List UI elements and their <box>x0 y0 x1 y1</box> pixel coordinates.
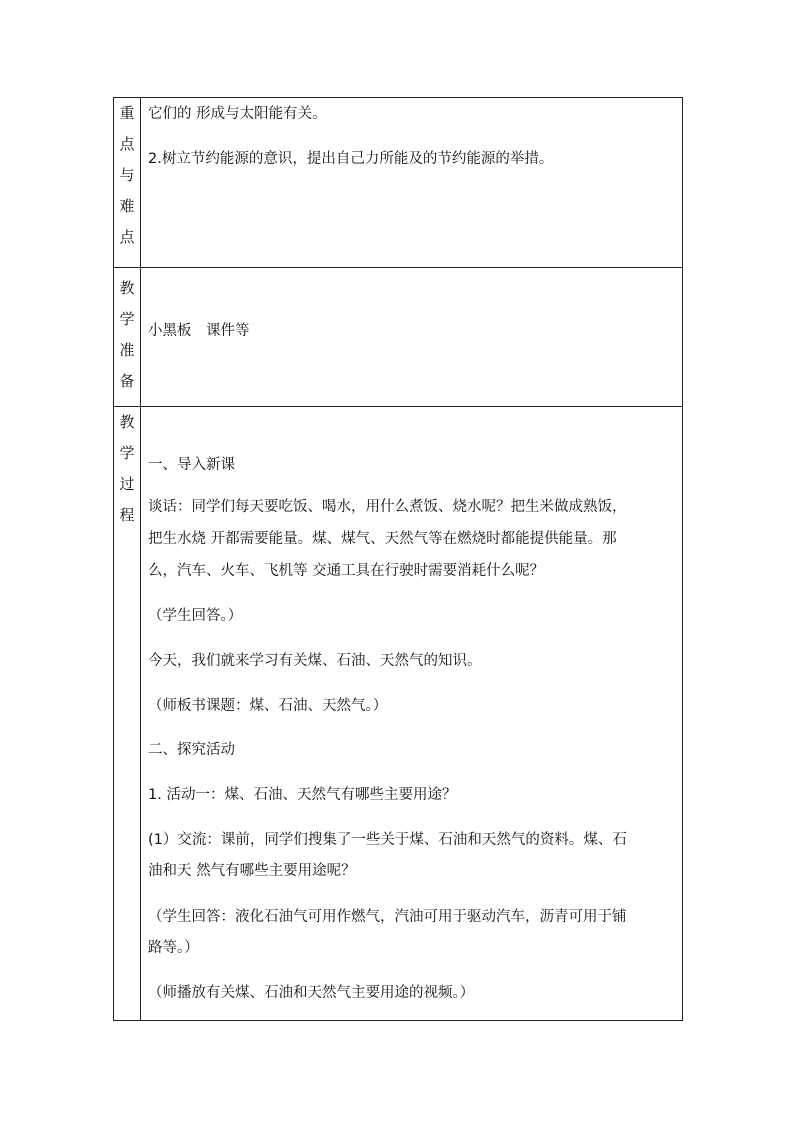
text-line: (1）交流：课前，同学们搜集了一些关于煤、石油和天然气的资料。煤、石 <box>148 832 627 848</box>
label-char: 点 <box>119 228 135 246</box>
text-line: （学生回答。） <box>148 608 243 624</box>
label-char: 准 <box>119 341 135 359</box>
label-char: 学 <box>119 310 135 328</box>
label-char: 备 <box>119 372 135 390</box>
row-process <box>114 407 682 1021</box>
row-preparation <box>114 268 682 407</box>
label-char: 点 <box>119 135 135 153</box>
text-line: 路等。） <box>148 940 199 956</box>
row-label-key-points <box>114 98 141 267</box>
row-key-points <box>114 98 682 268</box>
text-line: 小黑板 课件等 <box>148 323 250 339</box>
text-line: 它们的 形成与太阳能有关。 <box>148 106 327 122</box>
label-char: 教 <box>119 279 135 297</box>
text-line: 油和天 然气有哪些主要用途呢？ <box>148 863 356 879</box>
text-line: （学生回答：液化石油气可用作燃气，汽油可用于驱动汽车，沥青可用于铺 <box>148 909 627 925</box>
label-char: 教 <box>119 413 135 431</box>
text-line: 一、导入新课 <box>148 457 235 473</box>
row-label-process <box>114 407 141 1021</box>
label-char: 程 <box>119 506 135 524</box>
text-line: 把生水烧 开都需要能量。煤、煤气、天然气等在燃烧时都能提供能量。那 <box>148 531 617 547</box>
text-line: （师播放有关煤、石油和天然气主要用途的视频。） <box>148 985 475 1001</box>
lesson-plan-table <box>113 97 683 1021</box>
text-line: 1. 活动一：煤、石油、天然气有哪些主要用途？ <box>148 787 457 803</box>
label-char: 难 <box>119 197 135 215</box>
text-line: 今天，我们就来学习有关煤、石油、天然气的知识。 <box>148 653 482 669</box>
label-char: 重 <box>119 104 135 122</box>
label-char: 过 <box>119 475 135 493</box>
row-content-key-points <box>141 98 682 267</box>
label-char: 学 <box>119 444 135 462</box>
text-line: 谈话：同学们每天要吃饭、喝水，用什么煮饭、烧水呢？把生米做成熟饭， <box>148 499 627 515</box>
label-char: 与 <box>119 166 135 184</box>
row-content-process <box>141 407 682 1021</box>
text-line: （师板书课题：煤、石油、天然气。） <box>148 698 388 714</box>
text-line: 二、探究活动 <box>148 742 235 758</box>
text-line: 2.树立节约能源的意识，提出自己力所能及的节约能源的举措。 <box>148 151 554 167</box>
text-line: 么，汽车、火车、飞机等 交通工具在行驶时需要消耗什么呢？ <box>148 563 545 579</box>
row-label-preparation <box>114 268 141 406</box>
row-content-preparation <box>141 268 682 406</box>
